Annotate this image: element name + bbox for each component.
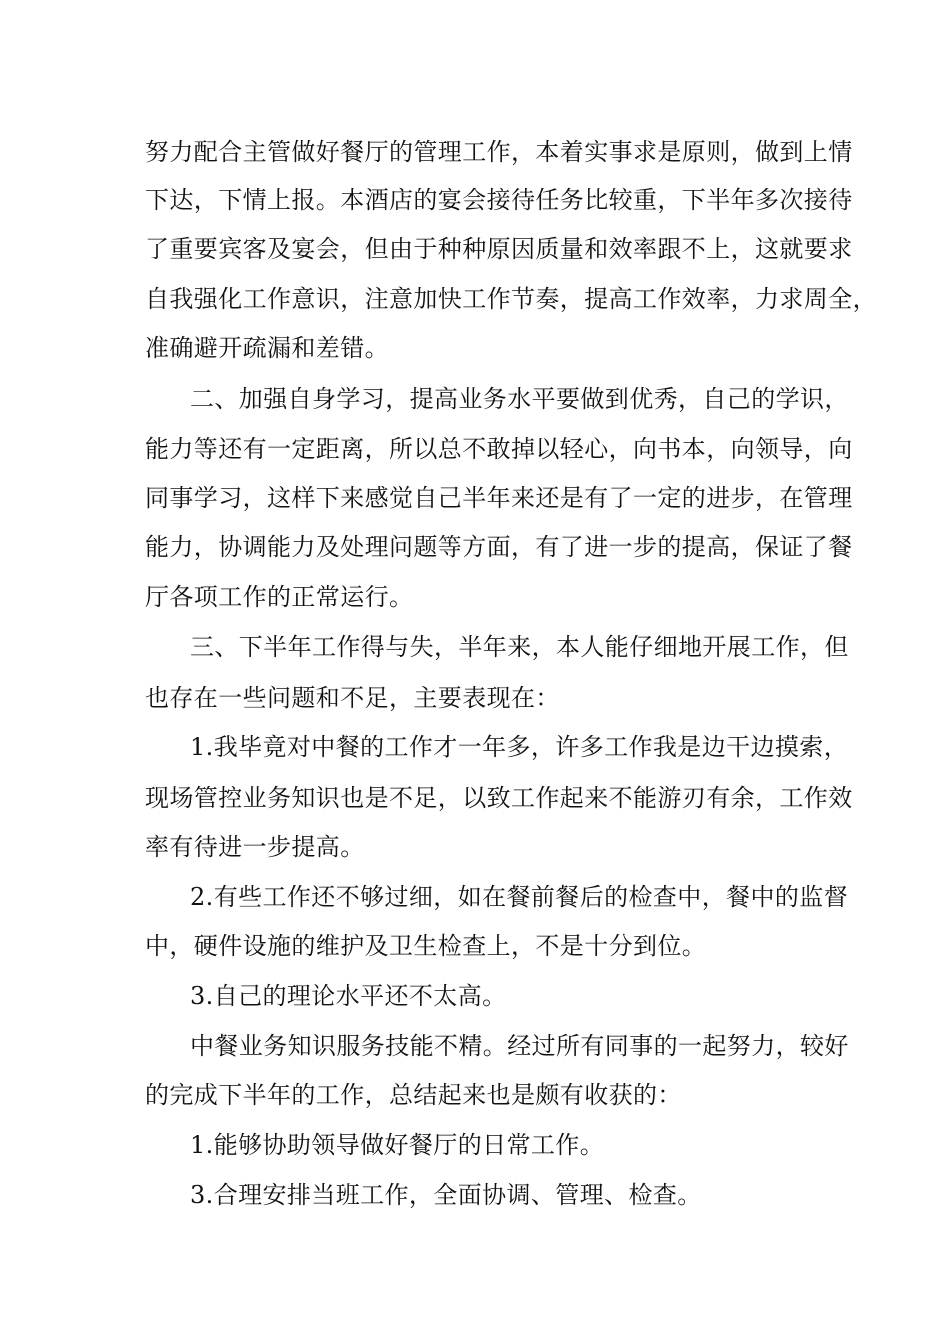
- paragraph-7-line-2: 的完成下半年的工作，总结起来也是颇有收获的：: [145, 1081, 682, 1109]
- paragraph-8-line-1: 1.能够协助领导做好餐厅的日常工作。: [190, 1131, 605, 1159]
- paragraph-4-line-1: 1.我毕竟对中餐的工作才一年多，许多工作我是边干边摸索，: [190, 733, 849, 761]
- paragraph-3-line-1: 三、下半年工作得与失，半年来，本人能仔细地开展工作，但: [190, 633, 849, 661]
- paragraph-1-line-1: 努力配合主管做好餐厅的管理工作，本着实事求是原则，做到上情: [145, 138, 853, 166]
- paragraph-2-line-4: 能力，协调能力及处理问题等方面，有了进一步的提高，保证了餐: [145, 533, 853, 561]
- paragraph-5-line-2: 中，硬件设施的维护及卫生检查上，不是十分到位。: [145, 932, 707, 960]
- paragraph-2-line-5: 厅各项工作的正常运行。: [145, 583, 414, 611]
- paragraph-4-line-3: 率有待进一步提高。: [145, 833, 365, 861]
- paragraph-1-line-3: 了重要宾客及宴会，但由于种种原因质量和效率跟不上，这就要求: [145, 235, 853, 263]
- paragraph-3-line-2: 也存在一些问题和不足，主要表现在：: [145, 684, 560, 712]
- paragraph-9-line-1: 3.合理安排当班工作，全面协调、管理、检查。: [190, 1181, 702, 1209]
- paragraph-1-line-4: 自我强化工作意识，注意加快工作节奏，提高工作效率，力求周全，: [145, 285, 877, 313]
- paragraph-7-line-1: 中餐业务知识服务技能不精。经过所有同事的一起努力，较好: [190, 1032, 849, 1060]
- paragraph-2-line-2: 能力等还有一定距离，所以总不敢掉以轻心，向书本，向领导，向: [145, 435, 853, 463]
- paragraph-1-line-5: 准确避开疏漏和差错。: [145, 334, 389, 362]
- paragraph-6-line-1: 3.自己的理论水平还不太高。: [190, 982, 507, 1010]
- paragraph-5-line-1: 2.有些工作还不够过细，如在餐前餐后的检查中，餐中的监督: [190, 883, 849, 911]
- paragraph-1-line-2: 下达，下情上报。本酒店的宴会接待任务比较重，下半年多次接待: [145, 186, 853, 214]
- paragraph-2-line-1: 二、加强自身学习，提高业务水平要做到优秀，自己的学识，: [190, 385, 849, 413]
- paragraph-4-line-2: 现场管控业务知识也是不足，以致工作起来不能游刃有余，工作效: [145, 784, 853, 812]
- paragraph-2-line-3: 同事学习，这样下来感觉自己半年来还是有了一定的进步，在管理: [145, 484, 853, 512]
